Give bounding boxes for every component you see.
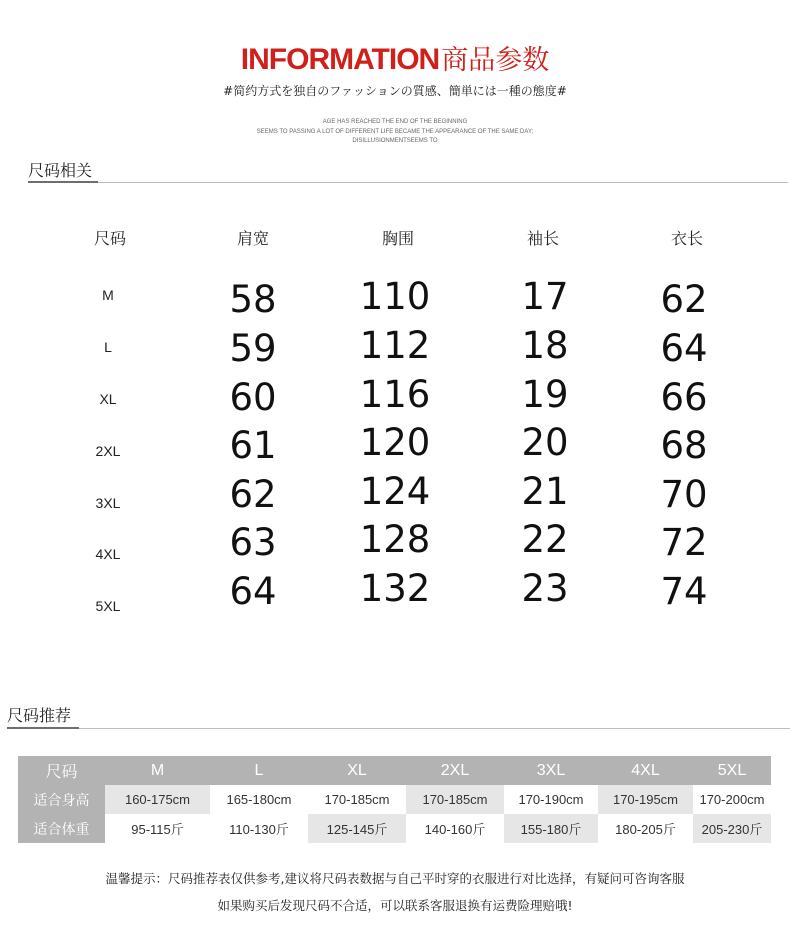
table-cell: 140-160斤 [406, 814, 504, 843]
small-tagline [0, 118, 790, 147]
title-chinese: 商品参数 [441, 45, 550, 76]
measurement-shoulder: 58 [229, 278, 277, 321]
measurement-chest: 124 [359, 470, 431, 513]
header-sleeve: 袖长 [526, 229, 559, 248]
tagline-line: SEEMS TO PASSING A LOT OF DIFFERENT LIFE BECAME THE APPEARANCE OF THE SAME DAY; [256, 128, 534, 135]
table-cell: 205-230斤 [693, 814, 771, 843]
tagline-line: DISILLUSIONMENTSEEMS TO [352, 138, 438, 144]
notice-line-2: 如果购买后发现尺码不合适，可以联系客服退换有运费险理赔哦! [217, 898, 573, 913]
table-header-cell: 2XL [406, 756, 504, 785]
table-cell: 155-180斤 [504, 814, 598, 843]
table-cell: 170-200cm [693, 785, 771, 814]
table-cell: 170-190cm [504, 785, 598, 814]
measurement-chest: 128 [359, 518, 431, 561]
size-label: XL [99, 391, 117, 407]
measurement-sleeve: 22 [521, 518, 569, 561]
table-cell: 170-185cm [406, 785, 504, 814]
measurement-length: 64 [660, 327, 708, 370]
notice-line-1: 温馨提示：尺码推荐表仅供参考,建议将尺码表数据与自己平时穿的衣服进行对比选择，有疑问可咨询客服 [105, 871, 685, 886]
table-cell: 165-180cm [210, 785, 308, 814]
table-cell: 110-130斤 [210, 814, 308, 843]
measurement-sleeve: 19 [521, 373, 569, 416]
measurement-shoulder: 60 [229, 376, 277, 419]
size-label: 2XL [95, 443, 121, 459]
measurement-shoulder: 63 [229, 521, 277, 564]
table-header-cell: L [210, 756, 308, 785]
table-header-cell: 3XL [504, 756, 598, 785]
size-label: M [102, 287, 114, 303]
measurement-chest: 116 [359, 373, 431, 416]
table-header-cell: 5XL [693, 756, 771, 785]
size-recommend-table [18, 756, 771, 843]
section-divider [7, 728, 790, 729]
table-header-cell: 尺码 [18, 756, 105, 785]
row-label-weight: 适合体重 [18, 814, 105, 843]
measurement-sleeve: 23 [521, 567, 569, 610]
title-english: INFORMATION [240, 43, 440, 76]
table-cell: 180-205斤 [598, 814, 693, 843]
measurement-chest: 110 [359, 275, 431, 318]
measurement-sleeve: 17 [521, 275, 569, 318]
measurement-length: 70 [660, 473, 708, 516]
measurement-shoulder: 59 [229, 327, 277, 370]
header-chest: 胸围 [381, 229, 414, 248]
recommend-section-title: 尺码推荐 [7, 706, 72, 725]
measurement-sleeve: 21 [521, 470, 569, 513]
table-header-cell: XL [308, 756, 406, 785]
header-size: 尺码 [93, 229, 126, 248]
table-cell: 125-145斤 [308, 814, 406, 843]
weight-row [18, 814, 771, 843]
measurement-chest: 132 [359, 567, 431, 610]
subtitle: #简约方式を独自のファッションの質感、簡単には一種の態度# [223, 84, 567, 98]
table-header-row [18, 756, 771, 785]
table-cell: 160-175cm [105, 785, 210, 814]
size-section-title: 尺码相关 [28, 161, 93, 180]
size-label: L [104, 339, 112, 355]
measurement-length: 74 [660, 570, 708, 613]
size-label: 3XL [95, 495, 121, 511]
measurement-shoulder: 62 [229, 473, 277, 516]
table-cell: 170-185cm [308, 785, 406, 814]
size-label: 5XL [95, 598, 121, 614]
table-header-cell: 4XL [598, 756, 693, 785]
measurement-length: 72 [660, 521, 708, 564]
page-title [0, 38, 790, 77]
measurement-length: 62 [660, 278, 708, 321]
measurement-length: 66 [660, 376, 708, 419]
measurement-shoulder: 64 [229, 570, 277, 613]
measurement-sleeve: 20 [521, 421, 569, 464]
measurement-chest: 120 [359, 421, 431, 464]
row-label-height: 适合身高 [18, 785, 105, 814]
height-row [18, 785, 771, 814]
tagline-line: AGE HAS REACHED THE END OF THE BEGINNING [322, 119, 468, 125]
measurement-length: 68 [660, 424, 708, 467]
measurement-sleeve: 18 [521, 324, 569, 367]
section-divider [28, 182, 788, 183]
size-label: 4XL [95, 546, 121, 562]
section-title-underline [7, 727, 79, 729]
section-title-underline [28, 181, 98, 183]
table-header-cell: M [105, 756, 210, 785]
header-length: 衣长 [670, 229, 703, 248]
measurement-shoulder: 61 [229, 424, 277, 467]
header-shoulder: 肩宽 [236, 229, 269, 248]
table-cell: 95-115斤 [105, 814, 210, 843]
measurement-chest: 112 [359, 324, 431, 367]
table-cell: 170-195cm [598, 785, 693, 814]
